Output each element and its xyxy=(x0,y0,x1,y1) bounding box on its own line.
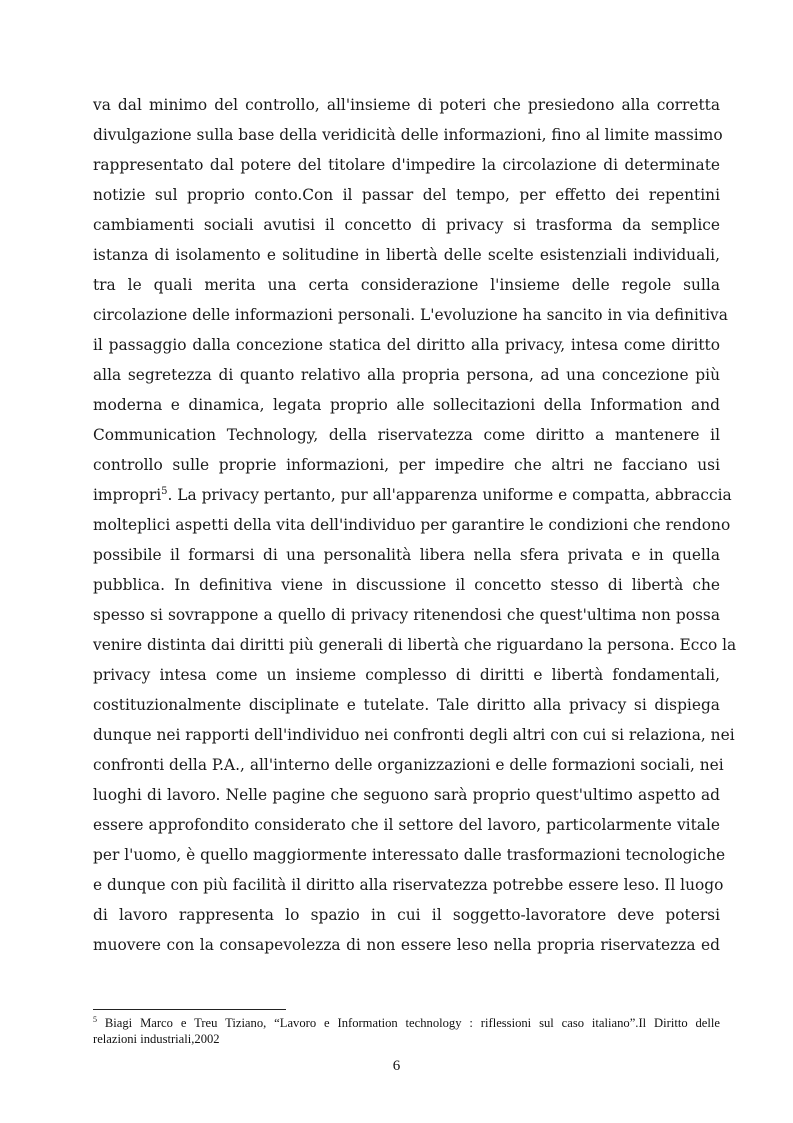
body-line-14-rest: . La privacy pertanto, pur all'apparenza uniforme e compatta, abbraccia xyxy=(167,486,732,504)
body-line-9: il passaggio dalla concezione statica del diritto alla privacy, intesa come diritto xyxy=(93,336,720,354)
body-line-19: venire distinta dai diritti più generali di libertà che riguardano la persona. Ecco la xyxy=(93,636,737,654)
body-line-29: muovere con la consapevolezza di non essere leso nella propria riservatezza ed xyxy=(93,936,720,954)
body-line-3: rappresentato dal potere del titolare d'impedire la circolazione di determinate xyxy=(93,156,720,174)
body-line-1: va dal minimo del controllo, all'insieme di poteri che presiedono alla corretta xyxy=(93,96,720,114)
body-line-21: costituzionalmente disciplinate e tutelate. Tale diritto alla privacy si dispiega xyxy=(93,696,720,714)
body-line-15: molteplici aspetti della vita dell'individuo per garantire le condizioni che rendono xyxy=(93,516,731,534)
footnote-reference[interactable]: 5 xyxy=(161,485,168,497)
body-line-11: moderna e dinamica, legata proprio alle sollecitazioni della Information and xyxy=(93,396,720,414)
body-line-18: spesso si sovrappone a quello di privacy ritenendosi che quest'ultima non possa xyxy=(93,606,720,624)
footnote-line-2: relazioni industriali,2002 xyxy=(93,1032,220,1046)
body-line-20: privacy intesa come un insieme complesso di diritti e libertà fondamentali, xyxy=(93,666,720,684)
body-line-25: essere approfondito considerato che il settore del lavoro, particolarmente vitale xyxy=(93,816,720,834)
footnote-marker: 5 xyxy=(93,1014,97,1024)
body-line-8: circolazione delle informazioni personali. L'evoluzione ha sancito in via definitiva xyxy=(93,306,728,324)
footnote-line-1 xyxy=(93,1015,720,1031)
body-line-16: possibile il formarsi di una personalità libera nella sfera privata e in quella xyxy=(93,546,720,564)
body-line-10: alla segretezza di quanto relativo alla propria persona, ad una concezione più xyxy=(93,366,720,384)
body-line-2: divulgazione sulla base della veridicità delle informazioni, fino al limite massimo xyxy=(93,126,723,144)
body-line-7: tra le quali merita una certa considerazione l'insieme delle regole sulla xyxy=(93,276,720,294)
body-line-6: istanza di isolamento e solitudine in libertà delle scelte esistenziali individuali, xyxy=(93,246,720,264)
body-line-14 xyxy=(93,483,732,507)
body-line-24: luoghi di lavoro. Nelle pagine che seguono sarà proprio quest'ultimo aspetto ad xyxy=(93,786,720,804)
body-line-14-start: impropri xyxy=(93,486,162,504)
body-line-5: cambiamenti sociali avutisi il concetto di privacy si trasforma da semplice xyxy=(93,216,720,234)
body-line-13: controllo sulle proprie informazioni, per impedire che altri ne facciano usi xyxy=(93,456,720,474)
body-line-27: e dunque con più facilità il diritto alla riservatezza potrebbe essere leso. Il luogo xyxy=(93,876,724,894)
body-line-22: dunque nei rapporti dell'individuo nei confronti degli altri con cui si relaziona, nei xyxy=(93,726,735,744)
footnote-text: Biagi Marco e Treu Tiziano, “Lavoro e Information technology : riflessioni sul caso italiano”.Il Diritto delle xyxy=(97,1016,720,1030)
body-line-26: per l'uomo, è quello maggiormente interessato dalle trasformazioni tecnologiche xyxy=(93,846,726,864)
body-line-17: pubblica. In definitiva viene in discussione il concetto stesso di libertà che xyxy=(93,576,720,594)
body-line-28: di lavoro rappresenta lo spazio in cui il soggetto-lavoratore deve potersi xyxy=(93,906,720,924)
body-line-23: confronti della P.A., all'interno delle organizzazioni e delle formazioni sociali, nei xyxy=(93,756,724,774)
footnote-separator xyxy=(93,1009,286,1010)
page-number: 6 xyxy=(392,1058,401,1074)
body-line-12: Communication Technology, della riservatezza come diritto a mantenere il xyxy=(93,426,720,444)
body-line-4: notizie sul proprio conto.Con il passar del tempo, per effetto dei repentini xyxy=(93,186,720,204)
